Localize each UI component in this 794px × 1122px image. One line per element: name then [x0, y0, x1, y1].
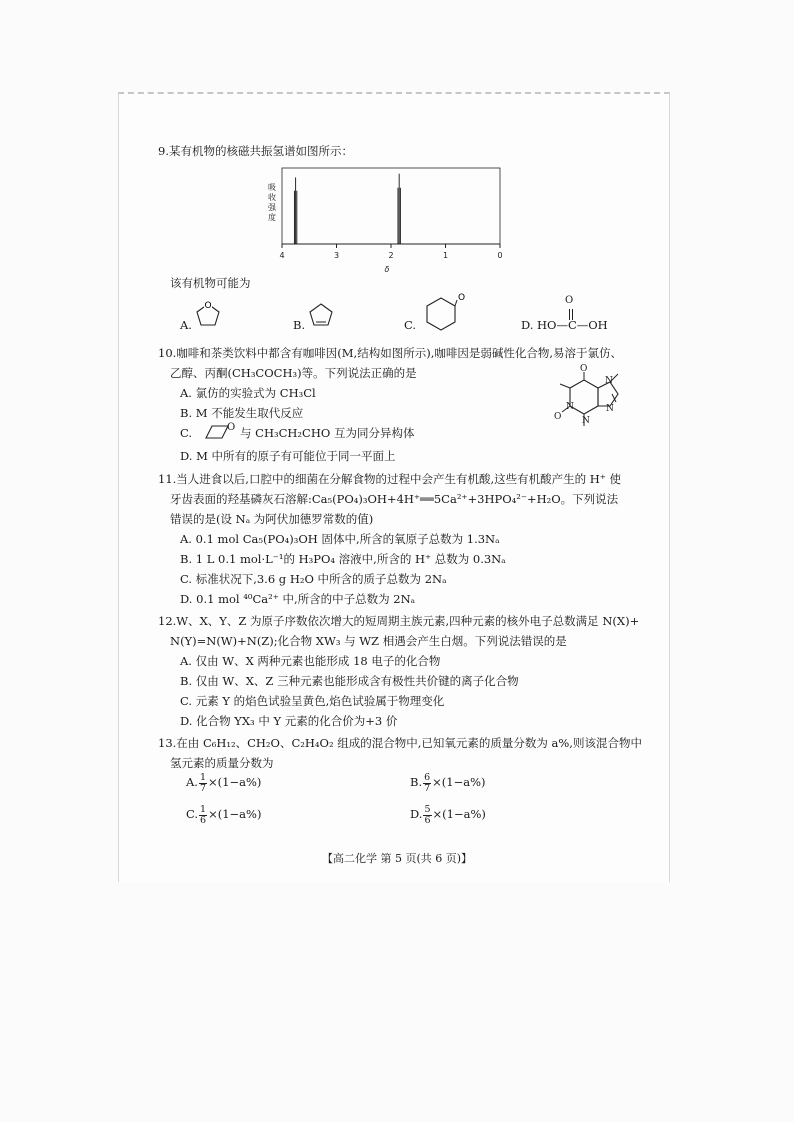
caffeine-nitrogen-4: N: [606, 404, 614, 414]
q9-option-a-label: A.: [180, 318, 192, 332]
nmr-ylabel-2: 收: [268, 193, 276, 202]
caffeine-nitrogen-1: N: [566, 402, 574, 412]
nmr-ylabel-3: 强: [268, 203, 276, 212]
q13-option-b-label: B.: [410, 775, 423, 789]
q13-stem-line1: 13.在由 C₆H₁₂、CH₂O、C₂H₄O₂ 组成的混合物中,已知氧元素的质量分数为 a%,则该混合物中: [158, 736, 642, 750]
q13-option-a: [186, 770, 261, 794]
q12-option-d: D. 化合物 YX₃ 中 Y 元素的化合价为+3 价: [180, 714, 398, 728]
q12-stem-line1: 12.W、X、Y、Z 为原子序数依次增大的短周期主族元素,四种元素的核外电子总数满足 N(X)+: [158, 614, 640, 628]
q13-option-b-num: 6: [424, 771, 431, 783]
q10-option-c-label: C.: [180, 426, 193, 440]
caffeine-oxygen-top: O: [580, 364, 588, 374]
q13-option-a-rest: ×(1−a%): [208, 775, 262, 789]
q13-option-c: [186, 802, 261, 826]
q10-option-c-text: 与 CH₃CH₂CHO 互为同分异构体: [240, 426, 415, 440]
q9-option-b-structure: [306, 300, 336, 334]
q13-option-b: [410, 770, 486, 794]
nmr-tick-label-0: 0: [497, 251, 503, 260]
q10-option-d: D. M 中所有的原子有可能位于同一平面上: [180, 449, 396, 463]
q13-option-a-num: 1: [199, 771, 207, 783]
nmr-ylabel-1: 吸: [268, 183, 276, 192]
q13-option-b-den: 7: [424, 782, 431, 794]
q11-option-b: B. 1 L 0.1 mol·L⁻¹的 H₃PO₄ 溶液中,所含的 H⁺ 总数为 0.3Nₐ: [180, 552, 506, 566]
q11-stem-line2: 牙齿表面的羟基磷灰石溶解:Ca₅(PO₄)₃OH+4H⁺══5Ca²⁺+3HPO₄²⁻+H₂O。下列说法: [170, 492, 619, 506]
q10-stem-line1: 10.咖啡和茶类饮料中都含有咖啡因(M,结构如图所示),咖啡因是弱碱性化合物,易溶于氯仿、: [158, 346, 622, 360]
q10-stem-line2: 乙醇、丙酮(CH₃COCH₃)等。下列说法正确的是: [170, 366, 417, 380]
q13-option-d: [410, 802, 486, 826]
q13-option-c-rest: ×(1−a%): [208, 807, 262, 821]
nmr-ylabel-4: 度: [268, 213, 276, 222]
q12-option-a: A. 仅由 W、X 两种元素也能形成 18 电子的化合物: [180, 654, 441, 668]
caffeine-nitrogen-2: N: [582, 416, 590, 426]
q13-option-a-den: 7: [199, 782, 207, 794]
nmr-tick-label-2: 2: [388, 251, 394, 260]
q9-option-c-structure: [417, 292, 465, 338]
q13-option-d-num: 5: [424, 803, 431, 815]
q13-option-d-rest: ×(1−a%): [432, 807, 486, 821]
q9-prompt: 该有机物可能为: [170, 276, 251, 290]
svg-text:O: O: [458, 293, 465, 303]
q13-option-d-label: D.: [410, 807, 423, 821]
q12-stem-line2: N(Y)=N(W)+N(Z);化合物 XW₃ 与 WZ 相遇会产生白烟。下列说法错误的是: [170, 634, 567, 648]
q11-option-a: A. 0.1 mol Ca₅(PO₄)₃OH 固体中,所含的氧原子总数为 1.3Nₐ: [180, 532, 500, 546]
q13-option-c-label: C.: [186, 807, 199, 821]
nmr-tick-label-4: 4: [279, 251, 285, 260]
q9-option-d-formula: HO—C—OH: [537, 318, 608, 332]
q13-option-a-label: A.: [186, 775, 198, 789]
q13-option-c-num: 1: [200, 803, 207, 815]
q11-stem-line3: 错误的是(设 Nₐ 为阿伏加德罗常数的值): [170, 512, 374, 526]
q10-option-c-oxygen: O: [227, 422, 236, 433]
q9-option-d-carbonyl-o: O: [565, 295, 574, 306]
q9-stem: 9.某有机物的核磁共振氢谱如图所示：: [158, 144, 353, 158]
caffeine-oxygen-left: O: [554, 412, 562, 422]
q9-option-a-structure: [193, 300, 223, 334]
q11-option-c: C. 标准状况下,3.6 g H₂O 中所含的质子总数为 2Nₐ: [180, 572, 447, 586]
q13-option-b-rest: ×(1−a%): [432, 775, 486, 789]
q13-option-c-den: 6: [200, 814, 207, 826]
q10-option-a: A. 氯仿的实验式为 CH₃Cl: [180, 386, 316, 400]
q12-option-b: B. 仅由 W、X、Z 三种元素也能形成含有极性共价键的离子化合物: [180, 674, 519, 688]
q12-option-c: C. 元素 Y 的焰色试验呈黄色,焰色试验属于物理变化: [180, 694, 445, 708]
q9-option-d-label: D.: [521, 318, 534, 332]
q11-stem-line1: 11.当人进食以后,口腔中的细菌在分解食物的过程中会产生有机酸,这些有机酸产生的 H⁺ 使: [158, 472, 622, 486]
q13-stem-line2: 氢元素的质量分数为: [170, 756, 274, 770]
caffeine-nitrogen-3: N: [605, 376, 613, 386]
svg-text:O: O: [204, 301, 212, 311]
page-footer: 【高二化学 第 5 页(共 6 页)】: [321, 852, 473, 865]
q13-option-d-den: 6: [424, 814, 431, 826]
nmr-spectrum-chart: [262, 164, 512, 280]
nmr-tick-label-1: 1: [442, 251, 449, 260]
q9-option-b-label: B.: [293, 318, 306, 332]
q9-option-c-label: C.: [404, 318, 417, 332]
nmr-frame: [282, 168, 500, 244]
nmr-xlabel: δ: [384, 265, 390, 274]
nmr-tick-label-3: 3: [333, 251, 340, 260]
q10-option-b: B. M 不能发生取代反应: [180, 406, 304, 420]
q11-option-d: D. 0.1 mol ⁴⁰Ca²⁺ 中,所含的中子总数为 2Nₐ: [180, 592, 416, 606]
